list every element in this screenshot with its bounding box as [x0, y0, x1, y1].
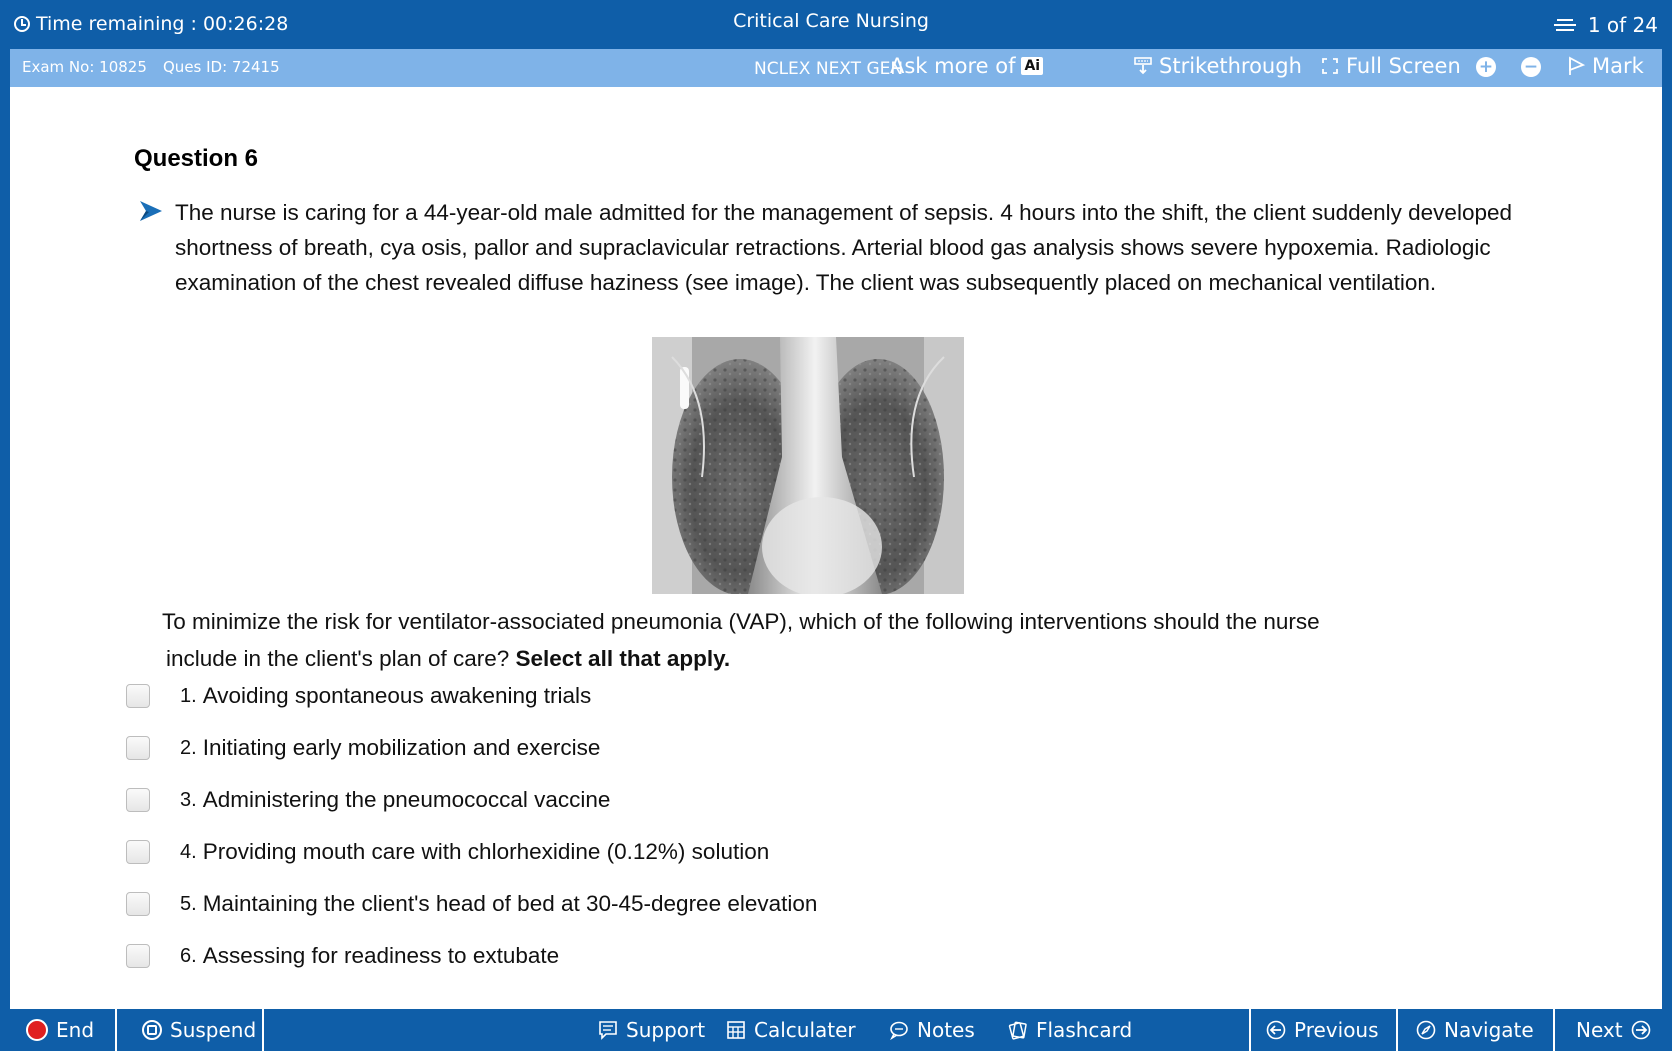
option-number: 1. — [180, 684, 197, 707]
end-label: End — [56, 1018, 95, 1042]
option-text: Administering the pneumococcal vaccine — [202, 787, 611, 812]
stop-icon — [26, 1019, 48, 1041]
counter-label: 1 of 24 — [1587, 13, 1658, 37]
ask-ai-button[interactable] — [890, 54, 1043, 78]
next-button[interactable] — [1576, 1009, 1651, 1051]
speech-bubble-icon — [889, 1020, 909, 1040]
divider — [1396, 1009, 1398, 1051]
prompt-line-1: To minimize the risk for ventilator-associated pneumonia (VAP), which of the following interventions should the nurse — [162, 609, 1320, 634]
question-prompt — [162, 603, 1492, 677]
option-checkbox[interactable] — [126, 788, 150, 812]
previous-label: Previous — [1294, 1018, 1379, 1042]
question-stem: The nurse is caring for a 44-year-old male admitted for the management of sepsis. 4 hours into the shift, the client suddenly developed shortness of breath, cya osis, pallor and supraclavicular retractions. Arterial blood gas analysis shows severe hypoxemia. Radiologic examination of the chest revealed diffuse haziness (see image). The client was subsequently placed on mechanical ventilation. — [175, 200, 1512, 295]
support-button[interactable] — [598, 1009, 705, 1051]
title-bar — [0, 0, 1672, 49]
option-number: 5. — [180, 892, 197, 915]
plus-icon: + — [1476, 57, 1496, 77]
next-label: Next — [1576, 1018, 1623, 1042]
exam-number: Exam No: 10825 — [22, 58, 147, 76]
chest-xray-image — [652, 337, 964, 594]
option-text: Maintaining the client's head of bed at 30-45-degree elevation — [202, 891, 818, 916]
toolbar — [10, 49, 1662, 87]
option-4[interactable] — [126, 826, 817, 878]
zoom-out-button[interactable] — [1521, 57, 1541, 77]
suspend-label: Suspend — [170, 1018, 257, 1042]
fullscreen-icon — [1320, 56, 1340, 76]
option-2[interactable] — [126, 722, 817, 774]
option-number: 2. — [180, 736, 197, 759]
question-counter[interactable] — [1554, 13, 1658, 37]
timer-label: Time remaining : 00:26:28 — [36, 13, 289, 35]
chat-icon — [598, 1020, 618, 1040]
calculator-icon — [726, 1020, 746, 1040]
suspend-button[interactable] — [142, 1009, 256, 1051]
answer-options — [126, 670, 817, 982]
option-5[interactable] — [126, 878, 817, 930]
list-icon[interactable] — [1554, 17, 1576, 33]
question-panel — [10, 87, 1662, 1009]
option-checkbox[interactable] — [126, 840, 150, 864]
flashcard-icon — [1008, 1020, 1028, 1040]
mark-button[interactable] — [1566, 54, 1644, 78]
select-all-instruction: Select all that apply. — [515, 646, 731, 671]
strikethrough-icon — [1133, 56, 1153, 76]
ask-ai-label: Ask more of — [890, 54, 1016, 78]
option-number: 6. — [180, 944, 197, 967]
ai-icon: Ai — [1021, 57, 1043, 75]
arrow-right-icon — [1631, 1020, 1651, 1040]
divider — [1553, 1009, 1555, 1051]
minus-icon: − — [1521, 57, 1541, 77]
option-checkbox[interactable] — [126, 736, 150, 760]
divider — [262, 1009, 264, 1051]
question-title: Question 6 — [134, 145, 259, 172]
flag-icon — [1566, 56, 1586, 76]
option-number: 3. — [180, 788, 197, 811]
divider — [1249, 1009, 1251, 1051]
compass-icon — [1416, 1020, 1436, 1040]
previous-button[interactable] — [1266, 1009, 1379, 1051]
option-checkbox[interactable] — [126, 684, 150, 708]
end-button[interactable] — [26, 1009, 94, 1051]
navigate-label: Navigate — [1444, 1018, 1534, 1042]
option-number: 4. — [180, 840, 197, 863]
calculator-label: Calculater — [754, 1018, 856, 1042]
bottom-toolbar — [0, 1009, 1672, 1051]
option-text: Assessing for readiness to extubate — [202, 943, 560, 968]
nclex-label: NCLEX NEXT GEN — [754, 59, 904, 79]
option-1[interactable] — [126, 670, 817, 722]
option-6[interactable] — [126, 930, 817, 982]
question-id: Ques ID: 72415 — [163, 58, 280, 76]
support-label: Support — [626, 1018, 706, 1042]
strikethrough-button[interactable] — [1133, 54, 1302, 78]
zoom-in-button[interactable] — [1476, 57, 1496, 77]
suspend-icon — [142, 1020, 162, 1040]
option-text: Initiating early mobilization and exercise — [202, 735, 601, 760]
option-3[interactable] — [126, 774, 817, 826]
notes-label: Notes — [917, 1018, 975, 1042]
app-title: Critical Care Nursing — [733, 10, 929, 32]
flashcard-button[interactable] — [1008, 1009, 1132, 1051]
calculator-button[interactable] — [726, 1009, 856, 1051]
navigate-button[interactable] — [1416, 1009, 1534, 1051]
pointer-arrow-icon — [138, 199, 164, 223]
mark-label: Mark — [1592, 54, 1644, 78]
full-screen-button[interactable] — [1320, 54, 1461, 78]
notes-button[interactable] — [889, 1009, 975, 1051]
option-checkbox[interactable] — [126, 944, 150, 968]
option-text: Providing mouth care with chlorhexidine (0.12%) solution — [202, 839, 770, 864]
option-text: Avoiding spontaneous awakening trials — [202, 683, 592, 708]
flashcard-label: Flashcard — [1036, 1018, 1133, 1042]
prompt-line-2: include in the client's plan of care? — [166, 646, 516, 671]
divider — [115, 1009, 117, 1051]
strikethrough-label: Strikethrough — [1159, 54, 1302, 78]
option-checkbox[interactable] — [126, 892, 150, 916]
full-screen-label: Full Screen — [1346, 54, 1461, 78]
arrow-left-icon — [1266, 1020, 1286, 1040]
